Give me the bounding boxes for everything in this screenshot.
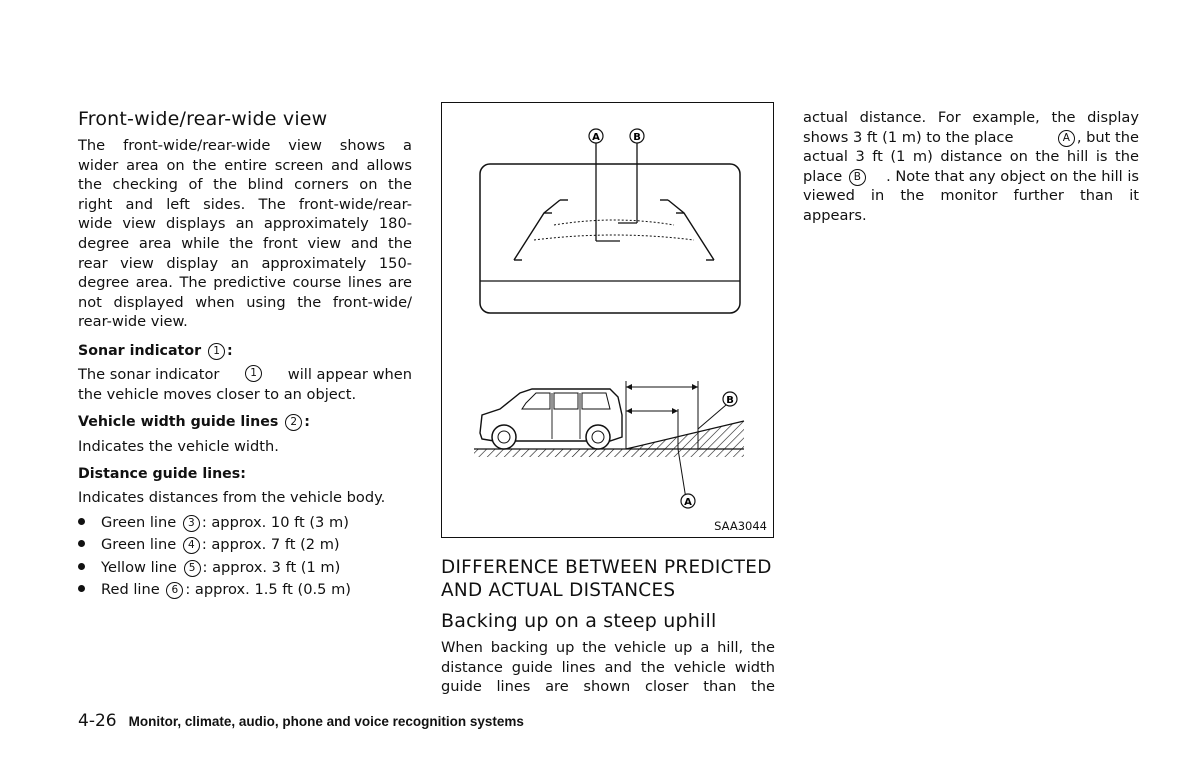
continued-paragraph [803,108,1139,226]
sonar-text-c: the vehicle moves closer to an object. [78,385,357,403]
label-b: B [633,132,641,143]
bullet-prefix: Green line [101,536,177,554]
paragraph-line: rear-wide view. [78,313,188,331]
bullet-suffix: : approx. 1.5 ft (0.5 m) [185,580,351,598]
heading-line: AND ACTUAL DISTANCES [441,580,676,601]
uphill-paragraph [441,638,775,697]
distance-text: Indicates distances from the vehicle body. [78,489,386,506]
paragraph-line: rear view display an approximately 150- [78,254,412,272]
paragraph-line [803,167,1139,187]
bullet-icon [78,585,85,592]
uphill-backing-figure [441,102,774,538]
label-a: A [592,132,600,143]
paragraph-line: appears. [803,206,867,224]
paragraph-line: guide lines are shown closer than the [441,678,775,696]
marker-1: 1 [208,343,225,360]
difference-heading [441,556,772,602]
paragraph-line: degree area while the front view and the [78,234,412,252]
marker-2: 2 [285,414,302,431]
marker-1: 1 [245,365,262,382]
paragraph-line [803,128,1139,148]
bullet-icon [78,540,85,547]
paragraph-line: wide view displays an approximately 180- [78,215,412,233]
page-footer [78,711,524,731]
text-span: shows 3 ft (1 m) to the place [803,128,1014,146]
heading-line: DIFFERENCE BETWEEN PREDICTED [441,557,772,578]
list-item [78,557,351,579]
text-span: , but the [1076,128,1139,146]
marker-5: 5 [184,560,201,577]
bullet-suffix: : approx. 3 ft (1 m) [202,558,341,576]
page-number: 4-26 [78,711,117,731]
text-span: . Note that any object on the hill is [886,167,1139,185]
sonar-indicator-heading [78,341,233,361]
paragraph-line: actual distance. For example, the display [803,109,1139,126]
intro-paragraph [78,136,412,332]
bullet-prefix: Red line [101,580,160,598]
distance-guide-heading: Distance guide lines: [78,466,246,482]
bullet-icon [78,563,85,570]
text-span: place [803,167,843,185]
figure-illustration [442,103,775,539]
marker-a: A [1058,130,1075,147]
section-heading: Front-wide/rear-wide view [78,108,328,130]
list-item [78,512,351,534]
paragraph-line: degree area. The predictive course lines are [78,274,412,292]
marker-6: 6 [166,582,183,599]
marker-b: B [849,169,866,186]
list-item [78,534,351,556]
paragraph-line: distance guide lines and the vehicle width [441,658,775,676]
sonar-text-b: will appear when [287,366,412,383]
uphill-subheading: Backing up on a steep uphill [441,610,717,632]
label-a: A [684,497,692,508]
bullet-icon [78,518,85,525]
paragraph-line: When backing up the vehicle up a hill, the [441,639,775,656]
section-title: Monitor, climate, audio, phone and voice recognition systems [128,714,524,729]
bullet-prefix: Yellow line [101,558,177,576]
monitor-screen [480,129,740,313]
list-item [78,579,351,601]
bullet-suffix: : approx. 10 ft (3 m) [201,514,349,531]
vehicle-icon [480,389,622,449]
marker-4: 4 [183,537,200,554]
uphill-scene [474,381,744,508]
figure-code: SAA3044 [714,519,767,533]
paragraph-line: wider area on the entire screen and allows [78,156,412,174]
paragraph-line: The front-wide/rear-wide view shows a [78,137,412,154]
colon: : [227,343,233,359]
paragraph-line: right and left sides. The front-wide/rear- [78,195,412,213]
bullet-prefix: Green line [101,514,177,531]
sonar-text-a: The sonar indicator [78,366,220,383]
width-label: Vehicle width guide lines [78,414,279,430]
sonar-label: Sonar indicator [78,343,202,359]
width-text: Indicates the vehicle width. [78,438,279,455]
paragraph-line: the checking of the blind corners on the [78,176,412,194]
distance-bullet-list [78,512,351,601]
colon: : [304,414,310,430]
paragraph-line: not displayed when using the front-wide/ [78,293,412,311]
label-b: B [726,395,734,406]
vehicle-width-heading [78,412,310,432]
paragraph-line: actual 3 ft (1 m) distance on the hill is the [803,148,1139,166]
bullet-suffix: : approx. 7 ft (2 m) [201,536,340,554]
sonar-paragraph [78,365,412,404]
marker-3: 3 [183,515,200,532]
paragraph-line: viewed in the monitor further than it [803,187,1139,205]
